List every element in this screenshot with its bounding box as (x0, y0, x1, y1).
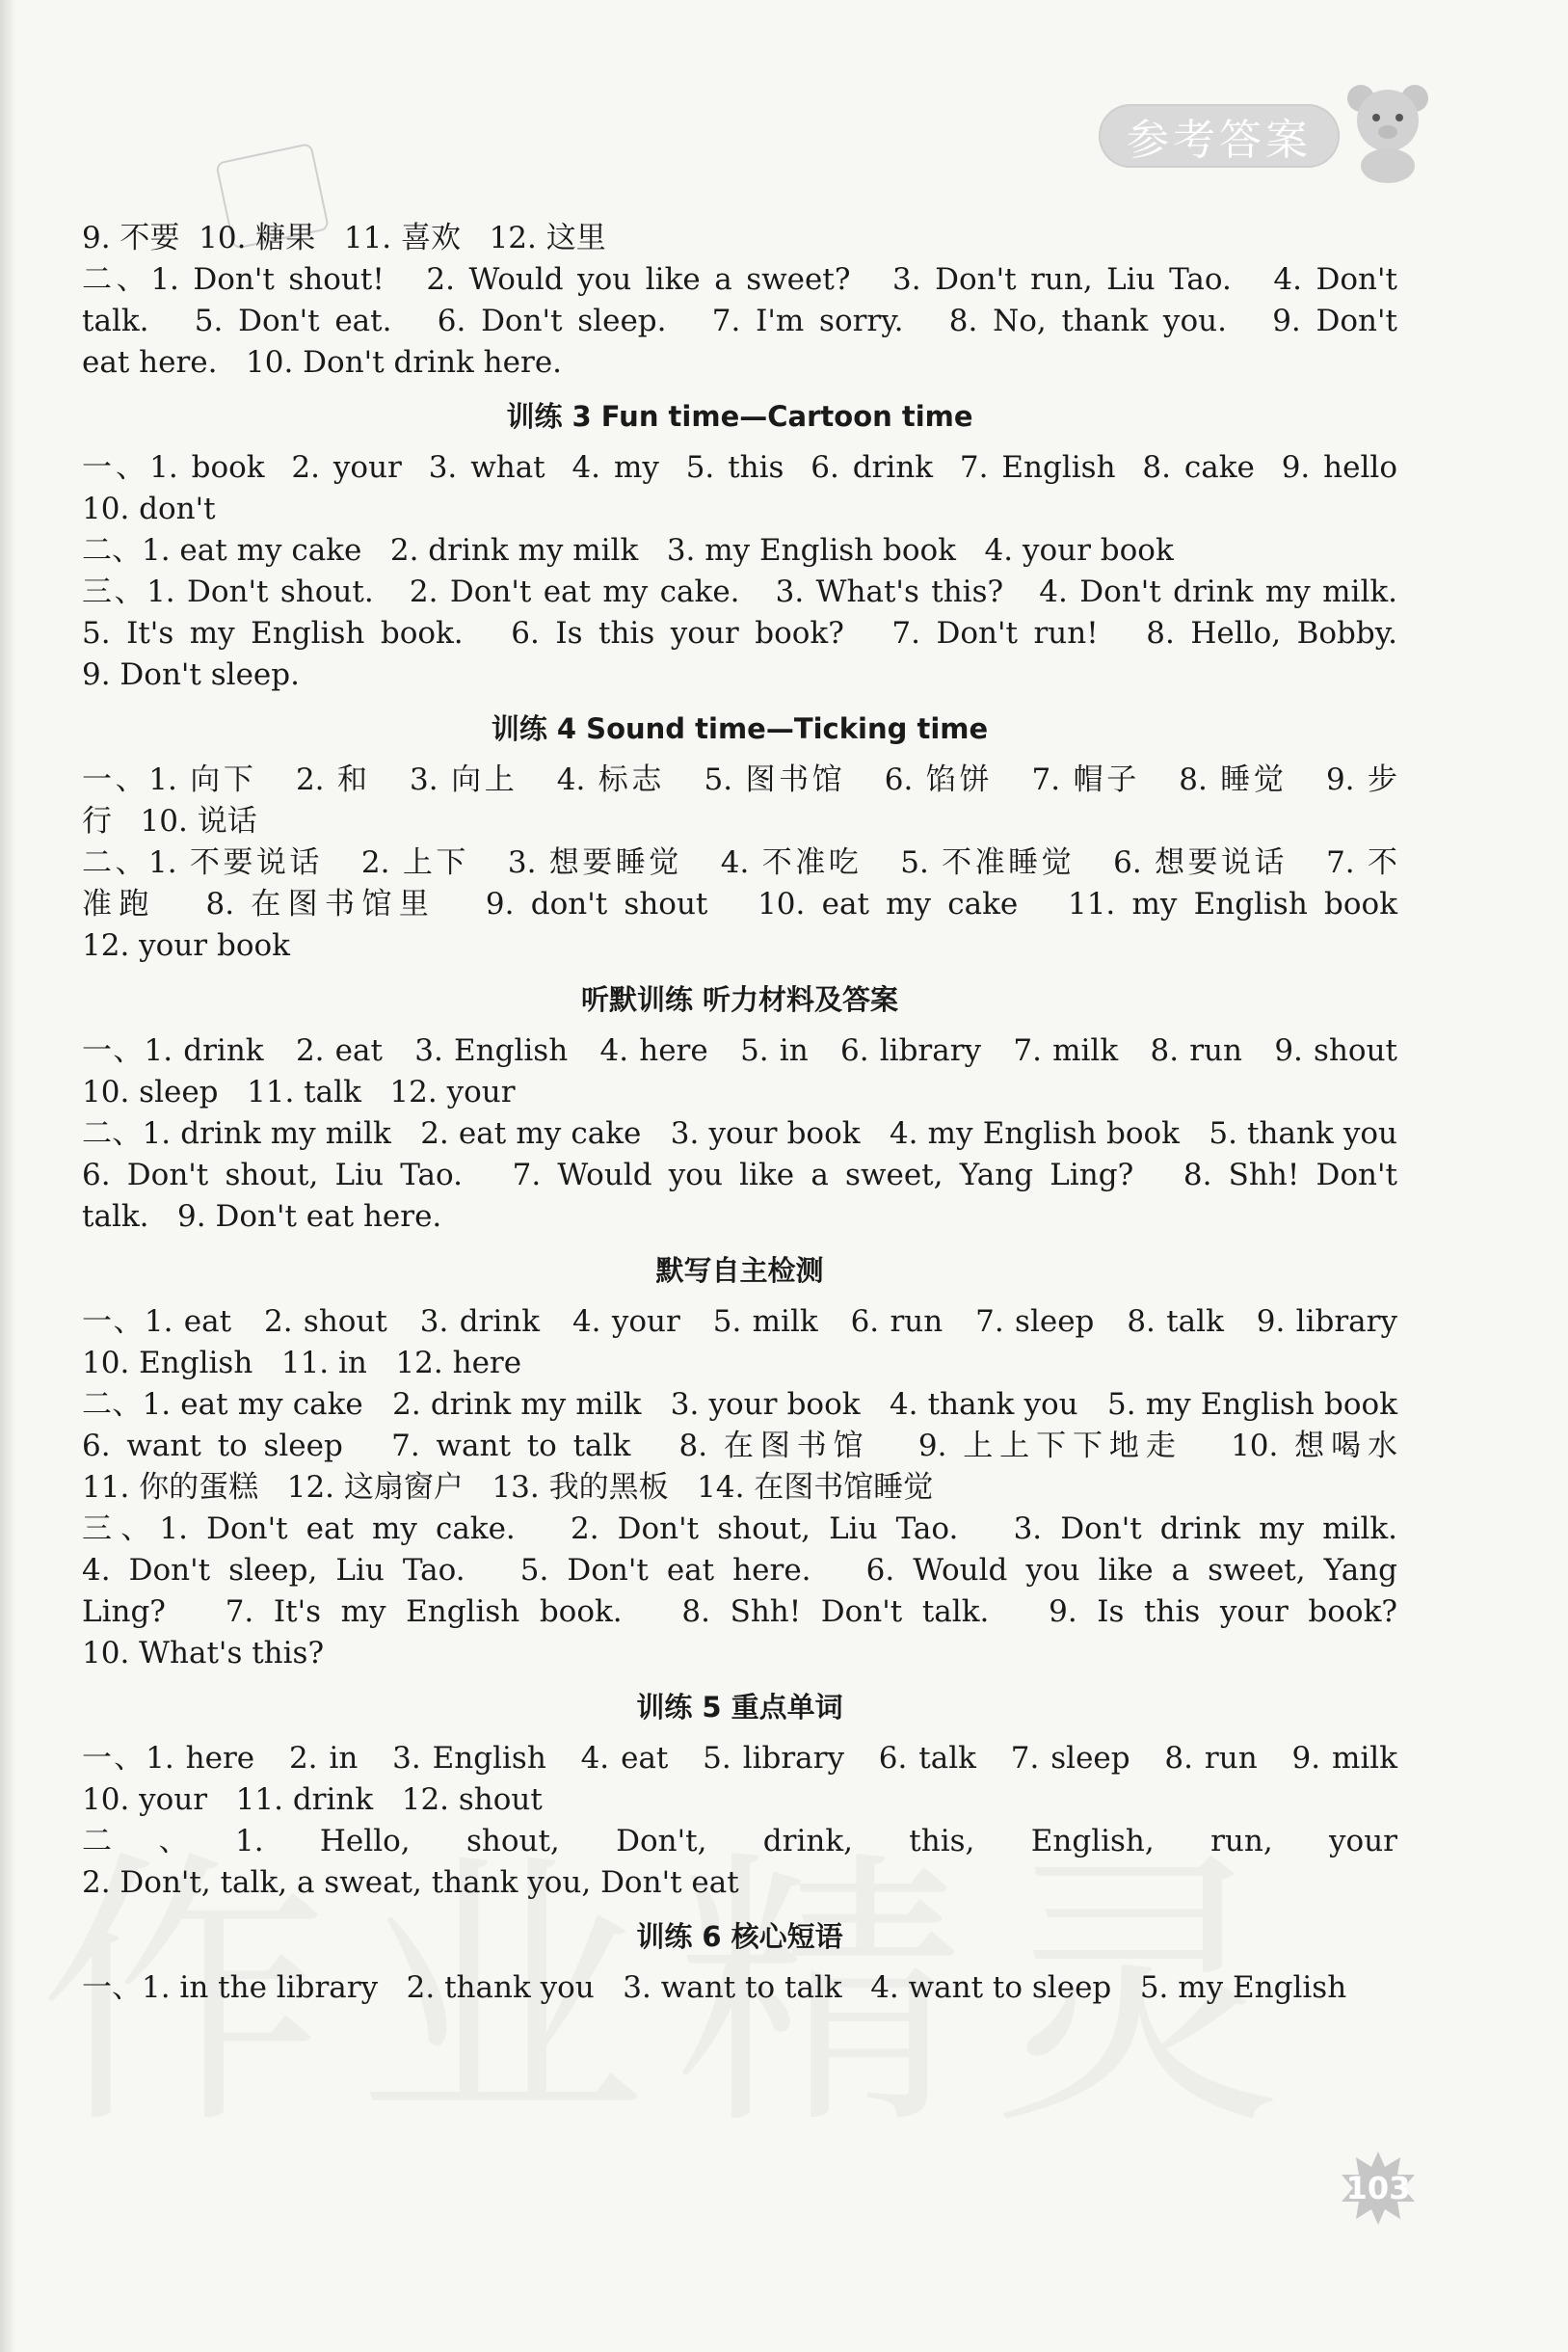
answer-line: 二、1. eat my cake 2. drink my milk 3. your book 4. thank you 5. my English book (82, 1387, 1397, 1422)
answer-line: 一、1. book 2. your 3. what 4. my 5. this 6. drink 7. English 8. cake 9. hello (82, 450, 1397, 485)
answer-line: talk. 5. Don't eat. 6. Don't sleep. 7. I'm sorry. 8. No, thank you. 9. Don't (82, 304, 1397, 338)
section-heading: 训练 5 重点单词 (636, 1691, 843, 1724)
section-heading: 训练 4 Sound time—Ticking time (491, 712, 989, 745)
answer-line: 二、1. Hello, shout, Don't, drink, this, English, run, your (82, 1824, 1397, 1858)
answer-line: 二、1. 不要说话 2. 上下 3. 想要睡觉 4. 不准吃 5. 不准睡觉 6. 想要说话 7. 不 (82, 845, 1397, 880)
answer-line: talk. 9. Don't eat here. (82, 1199, 442, 1234)
answer-line: 一、1. eat 2. shout 3. drink 4. your 5. milk 6. run 7. sleep 8. talk 9. library (82, 1304, 1397, 1339)
answer-line: 2. Don't, talk, a sweat, thank you, Don't eat (82, 1865, 739, 1900)
answer-line: eat here. 10. Don't drink here. (82, 345, 563, 380)
answer-line: 三、1. Don't eat my cake. 2. Don't shout, Liu Tao. 3. Don't drink my milk. (82, 1511, 1397, 1546)
answer-line: 10. sleep 11. talk 12. your (82, 1075, 516, 1109)
answer-line: 12. your book (82, 928, 290, 963)
answer-line: 三、1. Don't shout. 2. Don't eat my cake. 3. What's this? 4. Don't drink my milk. (82, 575, 1397, 609)
answer-line: 6. want to sleep 7. want to talk 8. 在图书馆 9. 上上下下地走 10. 想喝水 (82, 1429, 1397, 1463)
answer-line: 二、1. Don't shout! 2. Would you like a sweet? 3. Don't run, Liu Tao. 4. Don't (82, 262, 1397, 297)
answer-line: 4. Don't sleep, Liu Tao. 5. Don't eat here. 6. Would you like a sweet, Yang (82, 1553, 1397, 1588)
answer-line: 一、1. 向下 2. 和 3. 向上 4. 标志 5. 图书馆 6. 馅饼 7. 帽子 8. 睡觉 9. 步 (82, 762, 1397, 797)
answer-line: Ling? 7. It's my English book. 8. Shh! Don't talk. 9. Is this your book? (82, 1594, 1397, 1629)
answer-line: 一、1. drink 2. eat 3. English 4. here 5. in 6. library 7. milk 8. run 9. shout (82, 1033, 1397, 1068)
section-heading: 训练 3 Fun time—Cartoon time (506, 400, 973, 433)
answer-line: 10. your 11. drink 12. shout (82, 1782, 543, 1817)
answer-line: 10. What's this? (82, 1636, 325, 1670)
answer-line: 9. 不要 10. 糖果 11. 喜欢 12. 这里 (82, 221, 606, 255)
answer-line: 一、1. in the library 2. thank you 3. want to talk 4. want to sleep 5. my English (82, 1970, 1347, 2005)
page-number-badge (1340, 2150, 1417, 2227)
page-edge-shadow (0, 0, 15, 2352)
answer-line: 准跑 8. 在图书馆里 9. don't shout 10. eat my cake 11. my English book (82, 887, 1397, 922)
teddy-bear-icon (1340, 77, 1436, 183)
answer-line: 10. don't (82, 492, 216, 526)
answer-line: 6. Don't shout, Liu Tao. 7. Would you like a sweet, Yang Ling? 8. Shh! Don't (82, 1158, 1397, 1192)
answer-line: 一、1. here 2. in 3. English 4. eat 5. library 6. talk 7. sleep 8. run 9. milk (82, 1741, 1397, 1776)
answer-line: 5. It's my English book. 6. Is this your book? 7. Don't run! 8. Hello, Bobby. (82, 616, 1397, 651)
answer-content (82, 218, 1397, 2009)
answer-line: 10. English 11. in 12. here (82, 1346, 522, 1380)
answer-line: 11. 你的蛋糕 12. 这扇窗户 13. 我的黑板 14. 在图书馆睡觉 (82, 1470, 934, 1505)
section-heading: 训练 6 核心短语 (636, 1920, 843, 1953)
answer-line: 二、1. eat my cake 2. drink my milk 3. my English book 4. your book (82, 533, 1174, 568)
page-number: 103 (1345, 2170, 1411, 2206)
answer-line: 行 10. 说话 (82, 804, 257, 839)
section-heading: 默写自主检测 (655, 1254, 824, 1287)
answer-line: 9. Don't sleep. (82, 657, 300, 692)
answer-key-badge: 参考答案 (1099, 104, 1340, 168)
section-heading: 听默训练 听力材料及答案 (580, 983, 899, 1016)
answer-line: 二、1. drink my milk 2. eat my cake 3. your book 4. my English book 5. thank you (82, 1116, 1397, 1151)
